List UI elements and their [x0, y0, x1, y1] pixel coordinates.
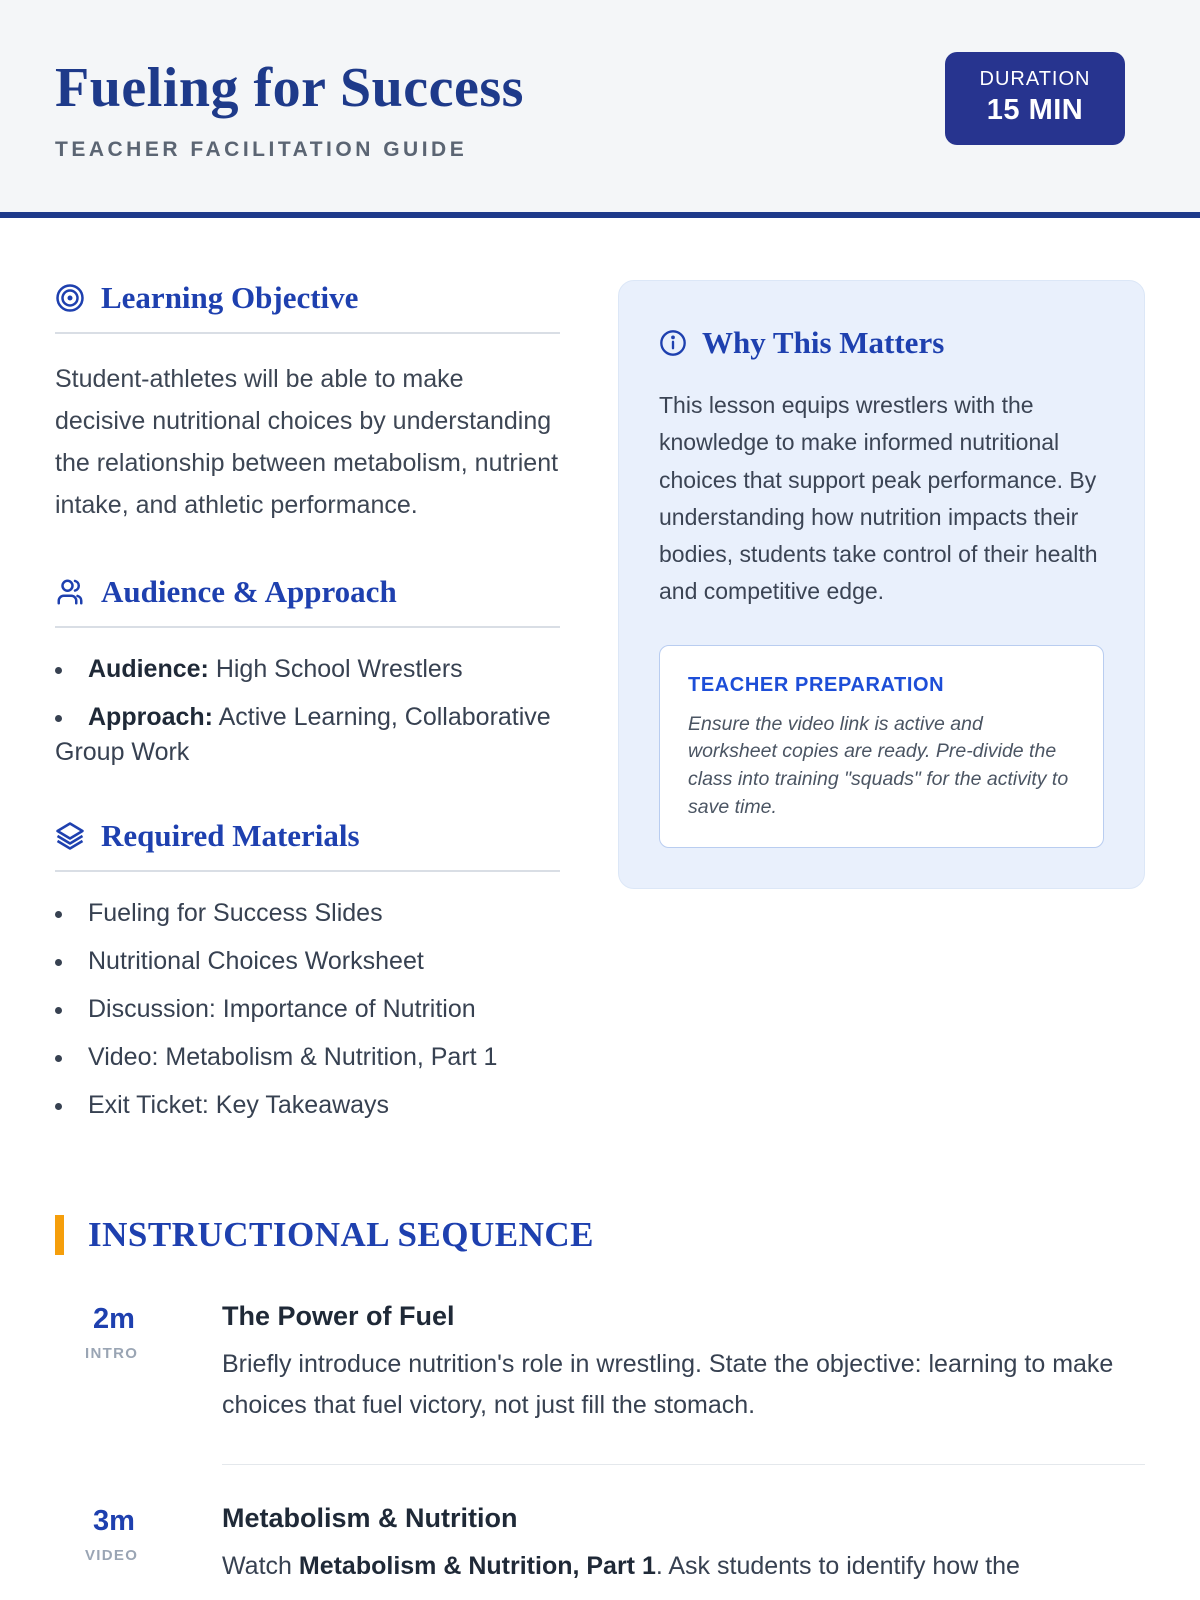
card-title: Why This Matters [702, 325, 945, 360]
teacher-preparation-card [659, 645, 1104, 849]
why-this-matters-heading [659, 325, 1104, 361]
list-item [55, 652, 560, 687]
main-content [0, 218, 1200, 1171]
sequence-divider [222, 1464, 1145, 1465]
sequence-item-body [222, 1503, 1145, 1587]
sequence-item-time-column [55, 1503, 222, 1587]
required-materials-list [55, 896, 560, 1123]
list-item: • Fueling for Success Slides [55, 896, 560, 931]
required-materials-heading [55, 818, 560, 872]
sequence-item-time: 2m [93, 1303, 135, 1335]
sequence-item-description [222, 1344, 1145, 1426]
layers-icon [55, 821, 85, 851]
sequence-item-title: The Power of Fuel [222, 1301, 455, 1331]
duration-badge [945, 52, 1125, 145]
sequence-item-body [222, 1301, 1145, 1426]
info-icon [659, 329, 687, 357]
list-item [55, 700, 560, 770]
list-item: • Nutritional Choices Worksheet [55, 944, 560, 979]
item-text: High School Wrestlers [215, 655, 463, 683]
audience-approach-list [55, 652, 560, 770]
sequence-item-tag: INTRO [85, 1345, 139, 1362]
why-this-matters-text: This lesson equips wrestlers with the knowledge to make informed nutritional choices that support peak performance. By understanding how nutrition impacts their bodies, students take control of their health and competitive edge. [659, 392, 1098, 605]
section-title: Learning Objective [101, 280, 359, 315]
section-title: INSTRUCTIONAL SEQUENCE [88, 1215, 594, 1254]
section-learning-objective [55, 280, 560, 526]
duration-value: 15 MIN [986, 94, 1084, 126]
instructional-sequence-heading [55, 1215, 1145, 1255]
description-text: Briefly introduce nutrition's role in wrestling. State the objective: learning to make choices that fuel victory, not just fill the stomach. [222, 1350, 1114, 1419]
left-column [55, 280, 560, 1171]
teacher-preparation-title: TEACHER PREPARATION [688, 673, 945, 696]
target-icon [55, 283, 85, 313]
users-icon [55, 577, 85, 607]
section-title: Required Materials [101, 818, 360, 853]
sequence-item-tag: VIDEO [85, 1547, 139, 1564]
why-this-matters-card [618, 280, 1145, 889]
document-header [0, 0, 1200, 218]
page-title: Fueling for Success [55, 57, 524, 119]
description-emphasis: Metabolism & Nutrition, Part 1 [298, 1552, 656, 1580]
sequence-item-time: 3m [93, 1505, 135, 1537]
audience-approach-heading [55, 574, 560, 628]
sequence-item [55, 1301, 1145, 1426]
item-text: Active Learning, Collaborative Group Work [55, 703, 551, 766]
list-item: • Discussion: Importance of Nutrition [55, 992, 560, 1027]
list-item: • Video: Metabolism & Nutrition, Part 1 [55, 1040, 560, 1075]
duration-label: DURATION [979, 68, 1091, 90]
instructional-sequence-list [0, 1255, 1200, 1587]
sequence-item [55, 1503, 1145, 1587]
section-required-materials [55, 818, 560, 1123]
sequence-item-description [222, 1546, 1145, 1587]
section-audience-approach [55, 574, 560, 770]
learning-objective-text: Student-athletes will be able to make decisive nutritional choices by understanding the relationship between metabolism, nutrient intake, and athletic performance. [55, 365, 559, 519]
item-label: Approach: [88, 703, 213, 731]
page-subtitle: TEACHER FACILITATION GUIDE [55, 138, 468, 161]
sequence-item-title: Metabolism & Nutrition [222, 1503, 518, 1533]
right-column [618, 280, 1145, 889]
list-item: • Exit Ticket: Key Takeaways [55, 1088, 560, 1123]
section-title: Audience & Approach [101, 574, 397, 609]
learning-objective-heading [55, 280, 560, 334]
sequence-item-time-column [55, 1301, 222, 1426]
description-text: . Ask students to identify how the [655, 1552, 1020, 1580]
description-text: Watch [222, 1552, 299, 1580]
teacher-preparation-text: Ensure the video link is active and worksheet copies are ready. Pre-divide the class into training "squads" for the activity to save time. [688, 712, 1069, 818]
item-label: Audience: [88, 655, 209, 683]
